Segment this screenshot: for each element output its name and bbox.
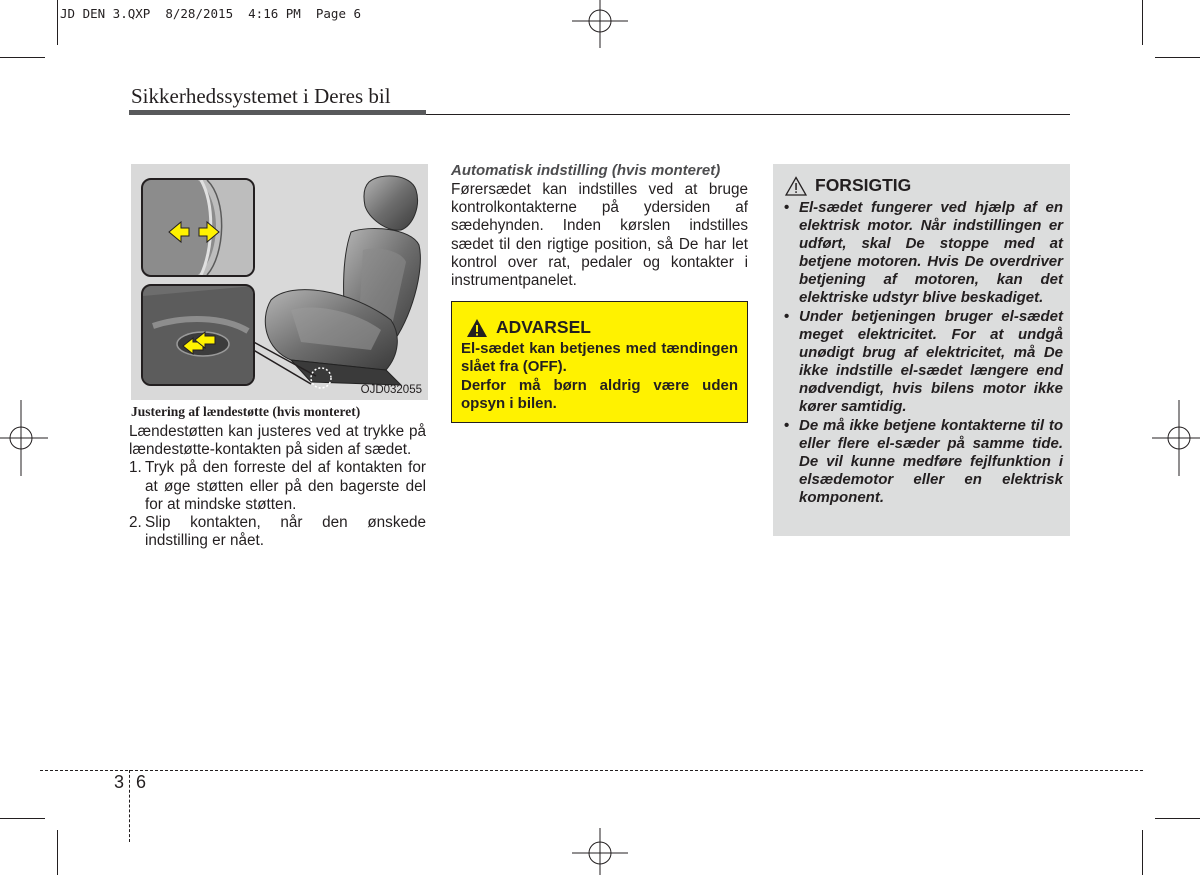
print-slug: JD DEN 3.QXP 8/28/2015 4:16 PM Page 6 — [60, 6, 362, 21]
warning-icon — [466, 318, 488, 338]
list-item: 2. Slip kontakten, når den ønskede indstilling er nået. — [129, 514, 426, 550]
list-item: • El-sædet fungerer ved hjælp af en elektrisk motor. Når indstillingen er udført, skal De stoppe med at betjene motoren. Hvis De overdriver betjening af motoren, kan det elektriske udstyr blive beskadiget. — [784, 199, 1063, 306]
lumbar-heading: Justering af lændestøtte (hvis monteret) — [131, 404, 361, 419]
warning-title: ADVARSEL — [466, 317, 591, 338]
list-item: • Under betjeningen bruger el-sædet meget elektricitet. For at undgå unødigt brug af elektricitet, må De ikke indstille el-sædet længere end nødvendigt, hvis bilens motor ikke kører samtidig. — [784, 308, 1063, 415]
page-in-chapter: 6 — [136, 772, 147, 792]
lumbar-inset — [141, 178, 255, 277]
figure-code: OJD032055 — [360, 384, 422, 396]
seat-figure — [131, 164, 428, 400]
switch-inset — [141, 284, 255, 386]
caution-list — [783, 199, 1063, 508]
warning-line: El-sædet kan betjenes med tændingen slået fra (OFF). — [461, 340, 738, 375]
registration-mark-top — [572, 0, 628, 48]
list-item: 1. Tryk på den forreste del af kontakten for at øge støtten eller på den bagerste del for at mindske støtten. — [129, 459, 426, 513]
header-rule — [129, 110, 426, 115]
registration-mark-left — [0, 400, 48, 476]
lumbar-intro: Lændestøtten kan justeres ved at trykke på lændestøtte-kontakten på siden af sædet. — [129, 423, 426, 459]
caution-title: FORSIGTIG — [785, 175, 911, 196]
caution-icon — [785, 176, 807, 196]
section-title: Sikkerhedssystemet i Deres bil — [131, 84, 391, 108]
lumbar-steps — [129, 459, 426, 550]
warning-body — [461, 340, 738, 414]
chapter-number: 3 — [114, 772, 125, 792]
list-item: • De må ikke betjene kontakterne til to eller flere el-sæder på samme tide. De vil kunne medføre fejlfunktion i elsædemotor eller en elektrisk komponent. — [784, 417, 1063, 506]
auto-adjust-heading: Automatisk indstilling (hvis monteret) — [451, 162, 721, 179]
seat-icon — [251, 170, 428, 400]
warning-box — [451, 301, 748, 423]
header-rule-thin — [426, 114, 1070, 115]
registration-mark-right — [1152, 400, 1200, 476]
arrow-left-icon — [169, 222, 189, 242]
auto-adjust-paragraph: Førersædet kan indstilles ved at bruge kontrolkontakterne på ydersiden af sædehynden. Inden kørslen indstilles sædet til den rigtige position, så De har let kontrol over rat, pedaler og kontakter i instrumentpanelet. — [451, 181, 748, 290]
lumbar-body — [129, 423, 426, 550]
page-number — [114, 772, 146, 793]
caution-box — [773, 164, 1070, 536]
registration-mark-bottom — [572, 828, 628, 875]
footer-rule — [40, 770, 1143, 771]
warning-line: Derfor må børn aldrig være uden opsyn i bilen. — [461, 377, 738, 412]
